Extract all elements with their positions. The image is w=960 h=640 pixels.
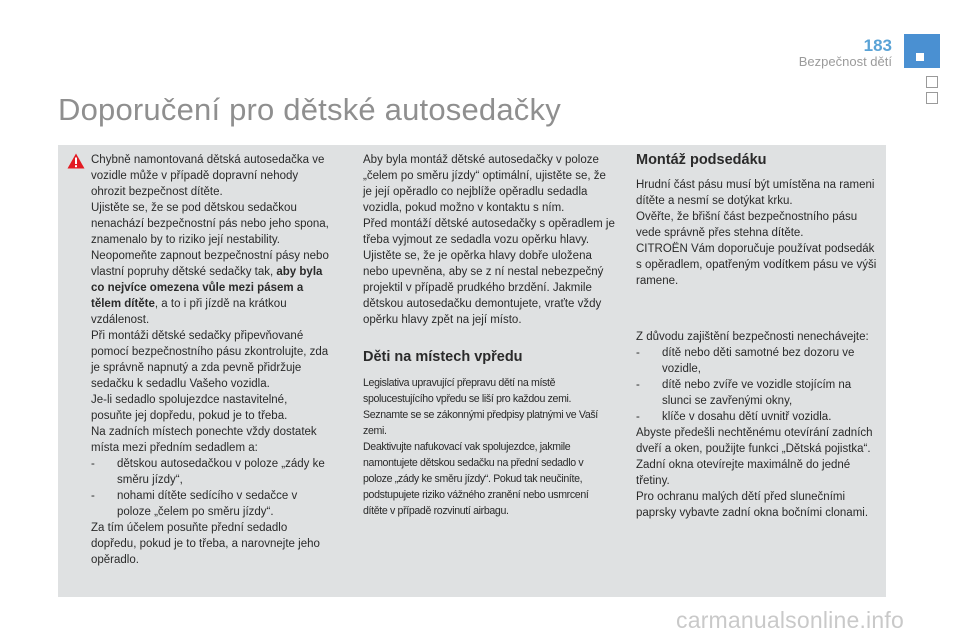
paragraph: Pro ochranu malých dětí před slunečními paprsky vybavte zadní okna bočními clonami. bbox=[636, 491, 869, 519]
paragraph: Deaktivujte nafukovací vak spolujezdce, jakmile namontujete dětskou sedačku na přední sedadlo v poloze „zády ke směru jízdy“. Pokud tak neučiníte, podstupujete riziko vážného zranění nebo usmrcení dítěte v případě rozvinutí airbagu. bbox=[363, 441, 589, 517]
paragraph: Aby byla montáž dětské autosedačky v poloze „čelem po směru jízdy“ optimální, ujistěte se, že je její opěradlo co nejblíže opěradlu sedadla vozidla, pokud možno v kontaktu s ním. bbox=[363, 154, 606, 214]
paragraph: Před montáží dětské autosedačky s opěradlem je třeba vyjmout ze sedadla vozu opěrku hlavy. Ujistěte se, že je opěrka hlavy dobře uložena nebo upevněna, aby se z ní nestal nebezpečný projektil v případě prudkého brzdění. Jakmile dětskou autosedačku demontujete, vraťte vždy opěrku hlavy zpět na její místo. bbox=[363, 218, 615, 326]
paragraph: Hrudní část pásu musí být umístěna na rameni dítěte a nesmí se dotýkat krku. bbox=[636, 179, 875, 207]
paragraph: Neopomeňte zapnout bezpečnostní pásy nebo vlastní popruhy dětské sedačky tak, aby byla co nejvíce omezena vůle mezi pásem a tělem dítěte, a to i při jízdě na krátkou vzdálenost. bbox=[91, 250, 329, 326]
warning-icon bbox=[67, 153, 85, 169]
chapter-tab[interactable] bbox=[926, 76, 938, 88]
paragraph: Je-li sedadlo spolujezdce nastavitelné, posuňte jej dopředu, pokud je to třeba. bbox=[91, 394, 288, 422]
paragraph: Chybně namontovaná dětská autosedačka ve vozidle může v případě dopravní nehody ohrozit bezpečnost dítěte. bbox=[91, 154, 325, 198]
paragraph: Na zadních místech ponechte vždy dostatek místa mezi předním sedadlem a: bbox=[91, 426, 317, 454]
paragraph: Ujistěte se, že se pod dětskou sedačkou nenachází bezpečnostní pás nebo jeho spona, znamenalo by to riziko její nestability. bbox=[91, 202, 329, 246]
list-item: - klíče v dosahu dětí uvnitř vozidla. bbox=[636, 411, 832, 423]
tab-marker-icon bbox=[916, 53, 924, 61]
page-number: 183 bbox=[863, 36, 892, 55]
list-item: - dětskou autosedačkou v poloze „zády ke směru jízdy“, bbox=[91, 458, 325, 486]
section-label: Bezpečnost dětí bbox=[798, 54, 892, 69]
watermark: carmanualsonline.info bbox=[676, 607, 904, 633]
list-item: - dítě nebo děti samotné bez dozoru ve vozidle, bbox=[636, 347, 855, 375]
paragraph: Abyste předešli nechtěnému otevírání zadních dveří a oken, použijte funkci „Dětská pojistka“. bbox=[636, 427, 873, 455]
page-title: Doporučení pro dětské autosedačky bbox=[58, 92, 561, 127]
list-item: - nohami dítěte sedícího v sedačce v poloze „čelem po směru jízdy“. bbox=[91, 490, 298, 518]
section-heading: Montáž podsedáku bbox=[636, 152, 767, 168]
column-right bbox=[636, 152, 880, 521]
paragraph: Za tím účelem posuňte přední sedadlo dopředu, pokud je to třeba, a narovnejte jeho opěradlo. bbox=[91, 522, 320, 566]
paragraph: Zadní okna otevírejte maximálně do jedné třetiny. bbox=[636, 459, 851, 487]
list-item: - dítě nebo zvíře ve vozidle stojícím na slunci se zavřenými okny, bbox=[636, 379, 852, 407]
section-heading: Děti na místech vpředu bbox=[363, 349, 523, 365]
paragraph: Ověřte, že břišní část bezpečnostního pásu vede správně přes stehna dítěte. bbox=[636, 211, 858, 239]
chapter-tab[interactable] bbox=[926, 92, 938, 104]
paragraph: CITROËN Vám doporučuje používat podsedák s opěradlem, opatřeným vodítkem pásu ve výši ramene. bbox=[636, 243, 877, 287]
paragraph: Legislativa upravující přepravu dětí na místě spolucestujícího vpředu se liší pro každou zemi. Seznamte se se zákonnými předpisy platnými ve Vaší zemi. bbox=[363, 377, 598, 437]
column-middle bbox=[363, 152, 615, 519]
emphasis: aby byla co nejvíce omezena vůle mezi pásem a tělem dítěte bbox=[91, 266, 323, 310]
paragraph: Při montáži dětské sedačky připevňované pomocí bezpečnostního pásu zkontrolujte, zda je správně napnutý a zda pevně přidržuje sedačku k sedadlu Vašeho vozidla. bbox=[91, 330, 329, 390]
chapter-tab-active[interactable] bbox=[904, 34, 940, 68]
column-warning bbox=[91, 152, 331, 568]
paragraph: Z důvodu zajištění bezpečnosti nenechávejte: bbox=[636, 331, 869, 343]
